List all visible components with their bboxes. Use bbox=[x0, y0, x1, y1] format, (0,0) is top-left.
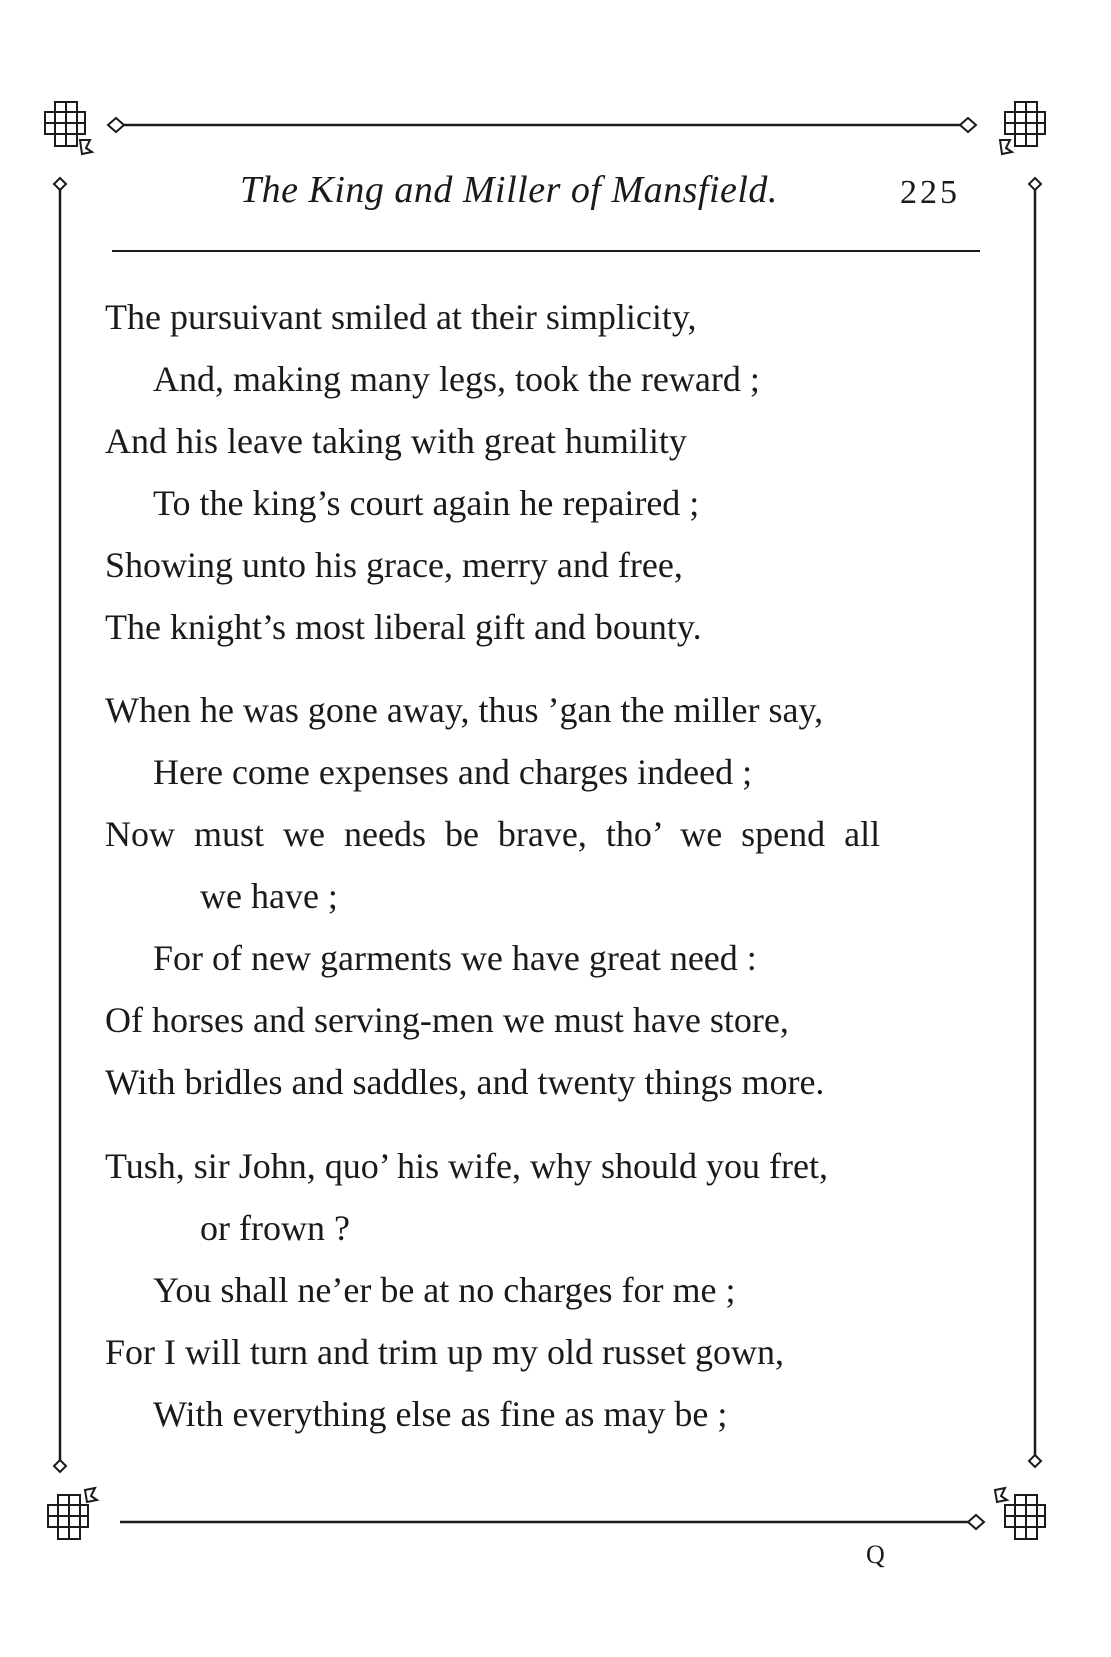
poem-line: When he was gone away, thus ’gan the miller say, bbox=[105, 690, 824, 730]
poem-line: Now must we needs be brave, tho’ we spend all bbox=[105, 814, 881, 854]
poem-line: With bridles and saddles, and twenty things more. bbox=[105, 1062, 825, 1102]
poem-line: You shall ne’er be at no charges for me ; bbox=[153, 1270, 736, 1310]
poem-line: For of new garments we have great need : bbox=[153, 938, 757, 978]
poem-line: With everything else as fine as may be ; bbox=[153, 1394, 728, 1434]
poem-line: Of horses and serving-men we must have store, bbox=[105, 1000, 789, 1040]
poem-line: The knight’s most liberal gift and bounty. bbox=[105, 607, 702, 647]
poem-line: Tush, sir John, quo’ his wife, why should you fret, bbox=[105, 1146, 829, 1186]
poem-line: For I will turn and trim up my old russet gown, bbox=[105, 1332, 784, 1372]
poem-line: And, making many legs, took the reward ; bbox=[153, 359, 760, 399]
poem-line: we have ; bbox=[200, 876, 338, 916]
poem-line: Showing unto his grace, merry and free, bbox=[105, 545, 683, 585]
poem-line: To the king’s court again he repaired ; bbox=[153, 483, 700, 523]
poem-line: or frown ? bbox=[200, 1208, 350, 1248]
page-number: 225 bbox=[900, 174, 960, 211]
poem-line: And his leave taking with great humility bbox=[105, 421, 687, 461]
poem-line: The pursuivant smiled at their simplicity, bbox=[105, 297, 697, 337]
poem-line: Here come expenses and charges indeed ; bbox=[153, 752, 753, 792]
running-title: The King and Miller of Mansfield. bbox=[240, 169, 778, 211]
signature-mark: Q bbox=[866, 1540, 885, 1569]
